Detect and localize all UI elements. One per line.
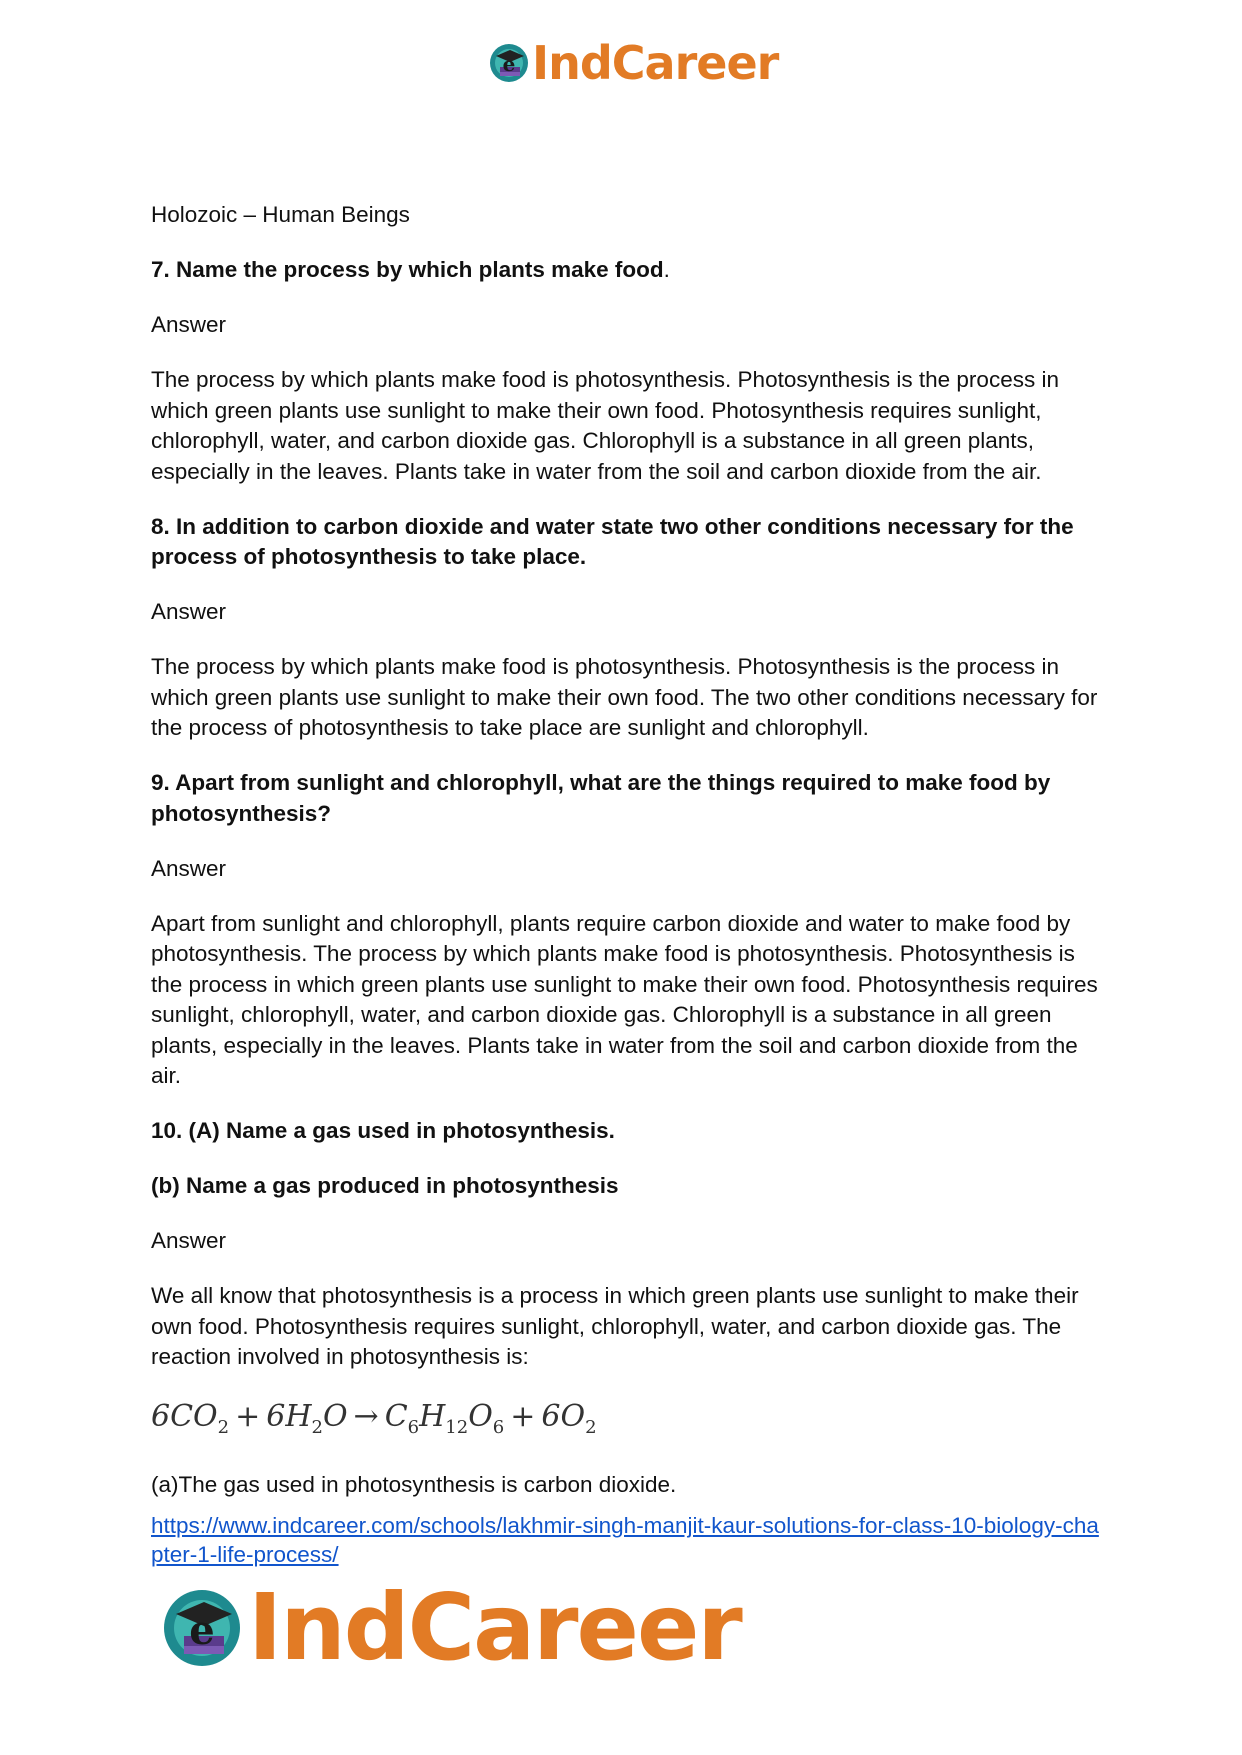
eq-term: C	[384, 1399, 408, 1434]
indcareer-logo-icon	[160, 1586, 244, 1670]
svg-text:e: e	[502, 52, 516, 76]
eq-op: +	[235, 1399, 261, 1434]
question-7-suffix: .	[663, 257, 670, 282]
eq-term: O	[322, 1399, 348, 1434]
eq-sub: 2	[311, 1417, 323, 1438]
answer-10: We all know that photosynthesis is a process in which green plants use sunlight to make their own food. Photosynthesis requires sunlight, chlorophyll, water, and carbon dioxide gas. The reaction involved in photosynthesis is:	[151, 1283, 1079, 1369]
eq-sub: 6	[407, 1417, 420, 1438]
answer-10-a: (a)The gas used in photosynthesis is carbon dioxide.	[151, 1472, 677, 1497]
question-8: 8. In addition to carbon dioxide and water state two other conditions necessary for the process of photosynthesis to take place.	[151, 513, 1074, 569]
question-7	[151, 255, 1111, 286]
indcareer-logo-icon	[488, 42, 530, 84]
eq-op: +	[510, 1399, 536, 1434]
eq-term: 6O	[541, 1399, 586, 1434]
photosynthesis-equation	[151, 1397, 1111, 1448]
question-7-text: 7. Name the process by which plants make food	[151, 257, 664, 282]
source-link[interactable]: https://www.indcareer.com/schools/lakhmir-singh-manjit-kaur-solutions-for-class-10-biology-chapter-1-life-process/	[151, 1513, 1099, 1567]
question-10b: (b) Name a gas produced in photosynthesis	[151, 1173, 619, 1198]
svg-text:e: e	[189, 1607, 215, 1654]
eq-sub: 12	[445, 1417, 469, 1438]
question-10a: 10. (A) Name a gas used in photosynthesis.	[151, 1118, 615, 1143]
eq-term: 6CO	[151, 1399, 218, 1434]
answer-9: Apart from sunlight and chlorophyll, plants require carbon dioxide and water to make food by photosynthesis. The process by which plants make food is photosynthesis. Photosynthesis is the process in which green plants use sunlight to make their own food. Photosynthesis requires sunlight, chlorophyll, water, and carbon dioxide gas. Chlorophyll is a substance in all green plants, especially in the leaves. Plants take in water from the soil and carbon dioxide from the air.	[151, 910, 1098, 1088]
header-logo	[488, 36, 779, 90]
answer-label: Answer	[151, 855, 227, 881]
answer-label: Answer	[151, 312, 227, 337]
eq-term: 6H	[266, 1399, 312, 1434]
answer-label: Answer	[151, 1228, 227, 1253]
question-9: 9. Apart from sunlight and chlorophyll, what are the things required to make food by photosynthesis?	[151, 770, 1051, 826]
document-body	[151, 200, 1111, 1569]
footer-logo	[160, 1574, 741, 1681]
eq-arrow: →	[353, 1399, 379, 1434]
eq-sub: 6	[492, 1417, 505, 1438]
answer-8: The process by which plants make food is photosynthesis. Photosynthesis is the process in which green plants use sunlight to make their own food. The two other conditions necessary for the process of photosynthesis to take place are sunlight and chlorophyll.	[151, 654, 1098, 740]
answer-label: Answer	[151, 599, 227, 624]
eq-term: H	[419, 1399, 446, 1434]
eq-sub: 2	[217, 1417, 230, 1438]
eq-term: O	[468, 1399, 493, 1434]
intro-line: Holozoic – Human Beings	[151, 202, 410, 227]
logo-wordmark: IndCareer	[248, 1574, 741, 1681]
eq-sub: 2	[585, 1417, 597, 1438]
answer-7: The process by which plants make food is photosynthesis. Photosynthesis is the process in which green plants use sunlight to make their own food. Photosynthesis requires sunlight, chlorophyll, water, and carbon dioxide gas. Chlorophyll is a substance in all green plants, especially in the leaves. Plants take in water from the soil and carbon dioxide from the air.	[151, 367, 1059, 484]
logo-wordmark: IndCareer	[532, 36, 779, 90]
